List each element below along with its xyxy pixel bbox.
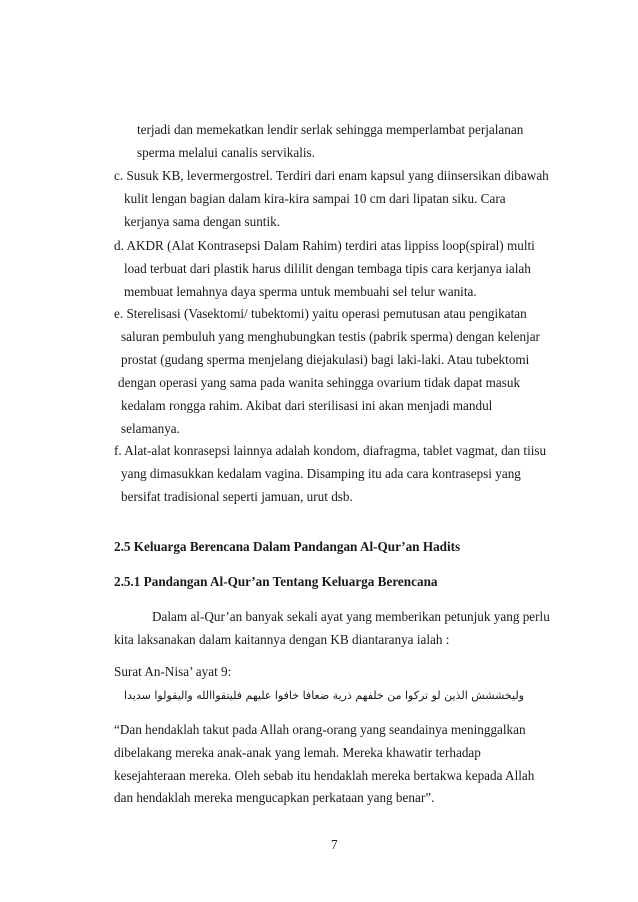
translation-line: “Dan hendaklah takut pada Allah orang-orang yang seandainya meninggalkan <box>114 722 526 737</box>
paragraph-line: kita laksanakan dalam kaitannya dengan KB diantaranya ialah : <box>114 632 450 647</box>
section-heading: 2.5 Keluarga Berencana Dalam Pandangan Al-Qur’an Hadits <box>114 539 461 554</box>
body-line: yang dimasukkan kedalam vagina. Disamping itu ada cara kontrasepsi yang <box>121 466 521 481</box>
surah-reference: Surat An-Nisa’ ayat 9: <box>114 664 232 679</box>
list-item-d: d. AKDR (Alat Kontrasepsi Dalam Rahim) terdiri atas lippiss loop(spiral) multi <box>114 238 535 253</box>
translation-line: dan hendaklah mereka mengucapkan perkataan yang benar”. <box>114 790 435 805</box>
body-line: kedalam rongga rahim. Akibat dari sterilisasi ini akan menjadi mandul <box>121 398 493 413</box>
body-line: membuat lemahnya daya sperma untuk membuahi sel telur wanita. <box>124 284 477 299</box>
body-line: kulit lengan bagian dalam kira-kira sampai 10 cm dari lipatan siku. Cara <box>124 191 506 206</box>
paragraph-line: Dalam al-Qur’an banyak sekali ayat yang memberikan petunjuk yang perlu <box>152 609 550 624</box>
translation-line: dibelakang mereka anak-anak yang lemah. Mereka khawatir terhadap <box>114 745 481 760</box>
body-line: saluran pembuluh yang menghubungkan testis (pabrik sperma) dengan kelenjar <box>121 329 540 344</box>
body-line: load terbuat dari plastik harus dililit dengan tembaga tipis cara kerjanya ialah <box>124 261 531 276</box>
body-line: selamanya. <box>121 421 180 436</box>
body-line: kerjanya sama dengan suntik. <box>124 214 281 229</box>
subsection-heading: 2.5.1 Pandangan Al-Qur’an Tentang Keluarga Berencana <box>114 574 438 589</box>
list-item-e: e. Sterelisasi (Vasektomi/ tubektomi) yaitu operasi pemutusan atau pengikatan <box>114 306 527 321</box>
body-line: dengan operasi yang sama pada wanita sehingga ovarium tidak dapat masuk <box>118 375 521 390</box>
body-line: terjadi dan memekatkan lendir serlak sehingga memperlambat perjalanan <box>137 122 524 137</box>
translation-line: kesejahteraan mereka. Oleh sebab itu hendaklah mereka bertakwa kepada Allah <box>114 768 535 783</box>
list-item-f: f. Alat-alat konrasepsi lainnya adalah kondom, diafragma, tablet vagmat, dan tiisu <box>114 443 547 458</box>
list-item-c: c. Susuk KB, levermergostrel. Terdiri dari enam kapsul yang diinsersikan dibawah <box>114 168 549 183</box>
page-number: 7 <box>331 837 338 852</box>
arabic-verse: وليخششش الذين لو تركوا من خلفهم ذرية ضعافا خافوا عليهم فليتقواالله واليقولوا سديدا <box>123 689 524 702</box>
body-line: prostat (gudang sperma menjelang diejakulasi) bagi laki-laki. Atau tubektomi <box>121 352 530 367</box>
body-line: bersifat tradisional seperti jamuan, urut dsb. <box>121 489 353 504</box>
body-line: sperma melalui canalis servikalis. <box>137 145 315 160</box>
